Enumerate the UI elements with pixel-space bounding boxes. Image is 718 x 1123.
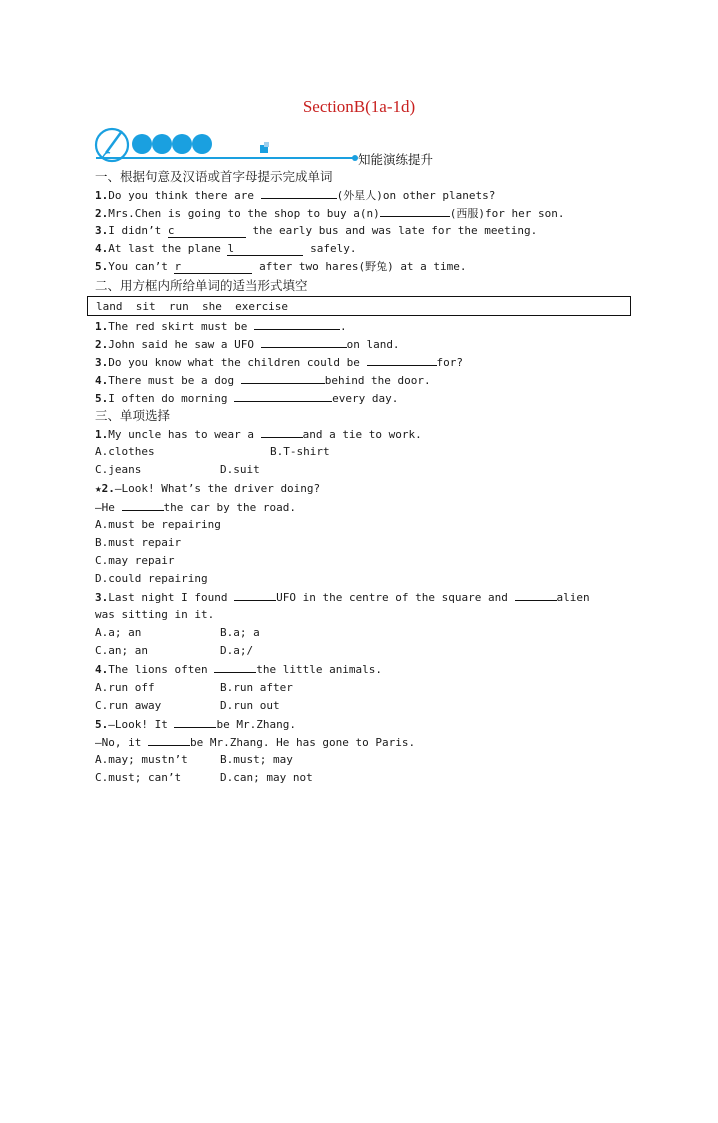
s3-q1-options-row2 [95,461,635,479]
answer-blank-letter[interactable]: l [227,242,303,256]
answer-blank[interactable] [367,353,437,366]
s1-q4: 4.At last the plane l safely. [95,242,357,256]
s2-q3: 3.Do you know what the children could be for? [95,353,635,371]
option-d[interactable]: D.a;/ [220,644,254,658]
option-d[interactable]: D.run out [220,698,280,712]
option-c[interactable]: C.must; can’t [95,771,182,784]
answer-blank[interactable] [515,588,557,601]
s3-q5: 5.—Look! It be Mr.Zhang. [95,715,635,733]
option-d[interactable]: D.can; may not [220,771,313,784]
s1-q5: 5.You can’t r after two hares(野兔) at a time. [95,260,467,274]
s3-q4-options-row2 [95,697,635,715]
answer-blank[interactable] [234,389,332,402]
s3-q3-options-row2 [95,642,635,660]
option-b[interactable]: B.must; may [220,752,293,766]
s3-q4-options-row1 [95,679,635,697]
option-a[interactable]: A.may; mustn’t [95,752,188,766]
option-a[interactable]: A.a; an [95,626,142,640]
page-title: SectionB(1a-1d) [302,97,416,116]
option-c[interactable]: C.an; an [95,644,148,658]
option-a[interactable]: A.clothes [95,445,155,459]
s3-q3-options-row1 [95,624,635,642]
option-b[interactable]: B.must repair [95,535,182,549]
option-c[interactable]: C.may repair [95,553,175,567]
answer-blank[interactable] [261,335,347,348]
s2-q4: 4.There must be a dog behind the door. [95,371,635,389]
s3-q4: 4.The lions often the little animals. [95,660,635,678]
s1-q3: 3.I didn’t c the early bus and was late for the meeting. [95,224,538,238]
s1-q2: 2.Mrs.Chen is going to the shop to buy a(n) (西服)for her son. [95,204,635,222]
worksheet-content [95,168,635,787]
option-b[interactable]: B.run after [220,680,293,694]
banner-dot-2 [152,134,172,154]
s2-q5: 5.I often do morning every day. [95,389,635,407]
option-c[interactable]: C.run away [95,698,162,712]
answer-blank[interactable] [174,715,216,728]
banner-dot-4 [192,134,212,154]
answer-blank-letter[interactable]: c [168,224,246,238]
word-box: land sit run she exercise [87,296,631,316]
s1-q1: 1.Do you think there are (外星人)on other planets? [95,186,635,204]
answer-blank[interactable] [122,498,164,511]
section3-heading: 三、单项选择 [95,408,171,424]
option-a[interactable]: A.must be repairing [95,517,221,531]
s2-q1: 1.The red skirt must be . [95,317,635,335]
option-d[interactable]: D.could repairing [95,571,208,585]
option-c[interactable]: C.jeans [95,463,142,477]
s3-q3: 3.Last night I found UFO in the centre of the square and alien [95,588,635,606]
s3-q2-line2: —He the car by the road. [95,498,635,516]
option-b[interactable]: B.T-shirt [270,445,330,459]
answer-blank[interactable] [380,204,450,217]
s2-q2: 2.John said he saw a UFO on land. [95,335,635,353]
banner-dot-3 [172,134,192,154]
s3-q2: ★2.—Look! What’s the driver doing? [95,481,321,495]
section1-heading: 一、根据句意及汉语或首字母提示完成单词 [95,169,333,184]
answer-blank-letter[interactable]: r [174,260,252,274]
s3-q5-options-row2 [95,769,635,787]
option-d[interactable]: D.suit [220,463,260,477]
s3-q1: 1.My uncle has to wear a and a tie to work. [95,425,635,443]
answer-blank[interactable] [254,317,340,330]
answer-blank[interactable] [234,588,276,601]
star-icon: ★ [95,481,102,495]
s3-q3-line2: was sitting in it. [95,608,215,622]
answer-blank[interactable] [214,660,256,673]
section2-heading: 二、用方框内所给单词的适当形式填空 [95,277,308,293]
banner-dot-1 [132,134,152,154]
option-a[interactable]: A.run off [95,680,155,694]
option-b[interactable]: B.a; a [220,626,260,640]
answer-blank[interactable] [261,186,337,199]
s3-q5-options-row1 [95,751,635,769]
answer-blank[interactable] [261,425,303,438]
s3-q1-options-row1 [95,443,635,461]
answer-blank[interactable] [148,733,190,746]
banner-label: 知能演练提升 [358,152,434,167]
s3-q5-line2: —No, it be Mr.Zhang. He has gone to Paris. [95,733,635,751]
answer-blank[interactable] [241,371,325,384]
